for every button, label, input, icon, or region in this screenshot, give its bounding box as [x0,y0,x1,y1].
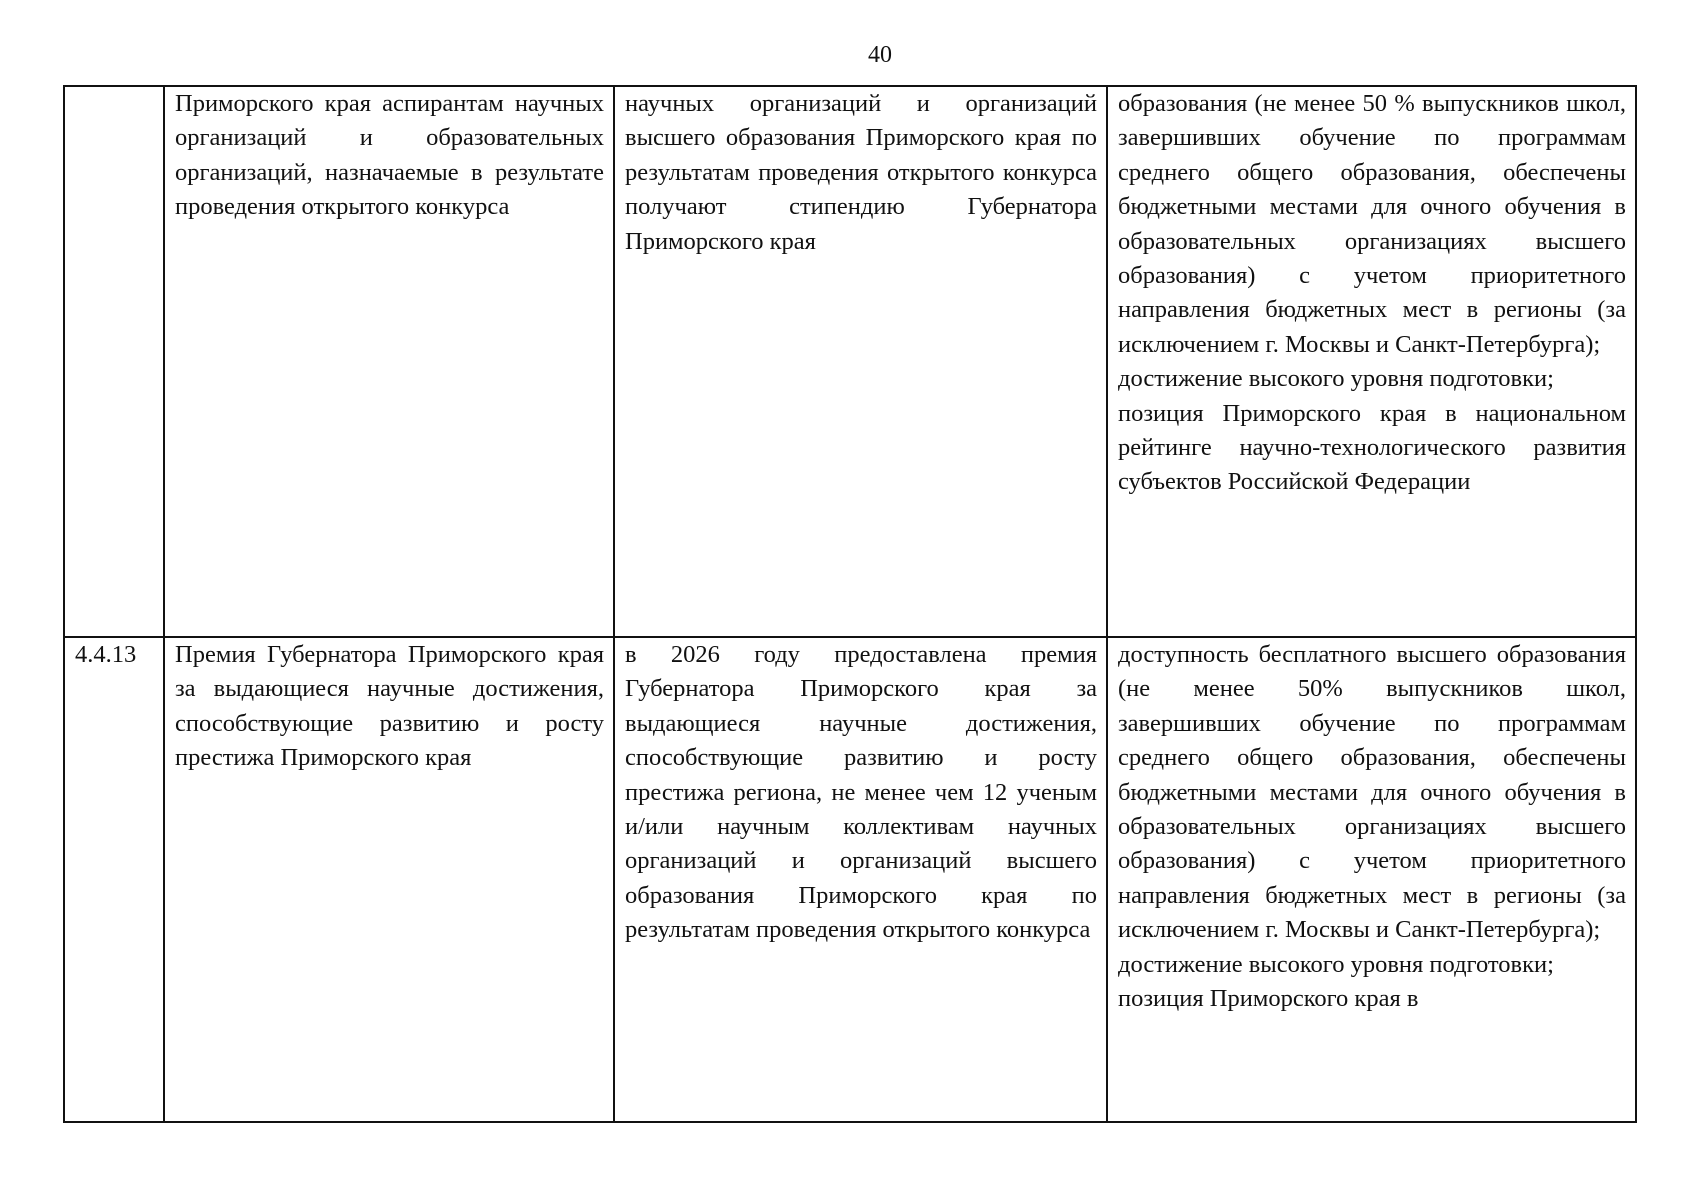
measure-name: Премия Губернатора Приморского края за выдающиеся научные достижения, способствующие развитию и росту престижа Приморского края [175,641,604,772]
measure-name-cell [164,86,614,637]
row-number: 4.4.13 [75,641,137,668]
indicator-text: позиция Приморского края в национальном рейтинге научно-технологического развития субъектов Российской Федерации [1118,399,1626,496]
table-row [64,637,1636,1122]
indicator-text: позиция Приморского края в [1118,985,1419,1013]
table-row [64,86,1636,637]
expected-result: в 2026 году предоставлена премия Губернатора Приморского края за выдающиеся научные достижения, способствующие развитию и росту престижа региона, не менее чем 12 ученым и/или научным коллективам научных организаций и организаций высшего образования Приморского края по результатам проведения открытого конкурса [625,641,1097,944]
measures-table [63,85,1637,1123]
expected-result-cell [614,637,1107,1122]
row-number-cell [64,86,164,637]
indicator-text: достижение высокого уровня подготовки; [1118,365,1554,393]
indicators-cell [1107,86,1636,637]
page-number: 40 [868,42,892,68]
expected-result: научных организаций и организаций высшего образования Приморского края по результатам проведения открытого конкурса получают стипендию Губернатора Приморского края [625,90,1097,255]
indicator-text: достижение высокого уровня подготовки; [1118,950,1554,978]
row-number-cell [64,637,164,1122]
indicators-cell [1107,637,1636,1122]
indicator-text: образования (не менее 50 % выпускников школ, завершивших обучение по программам среднего общего образования, обеспечены бюджетными местами для очного обучения в образовательных организациях высшего образования) с учетом приоритетного направления бюджетных мест в регионы (за исключением г. Москвы и Санкт-Петербурга); [1118,90,1626,358]
expected-result-cell [614,86,1107,637]
measure-name: Приморского края аспирантам научных организаций и образовательных организаций, назначаемые в результате проведения открытого конкурса [175,90,604,221]
measure-name-cell [164,637,614,1122]
indicator-text: доступность бесплатного высшего образования (не менее 50% выпускников школ, завершивших обучение по программам среднего общего образования, обеспечены бюджетными местами для очного обучения в образовательных организациях высшего образования) с учетом приоритетного направления бюджетных мест в регионы (за исключением г. Москвы и Санкт-Петербурга); [1118,641,1626,944]
